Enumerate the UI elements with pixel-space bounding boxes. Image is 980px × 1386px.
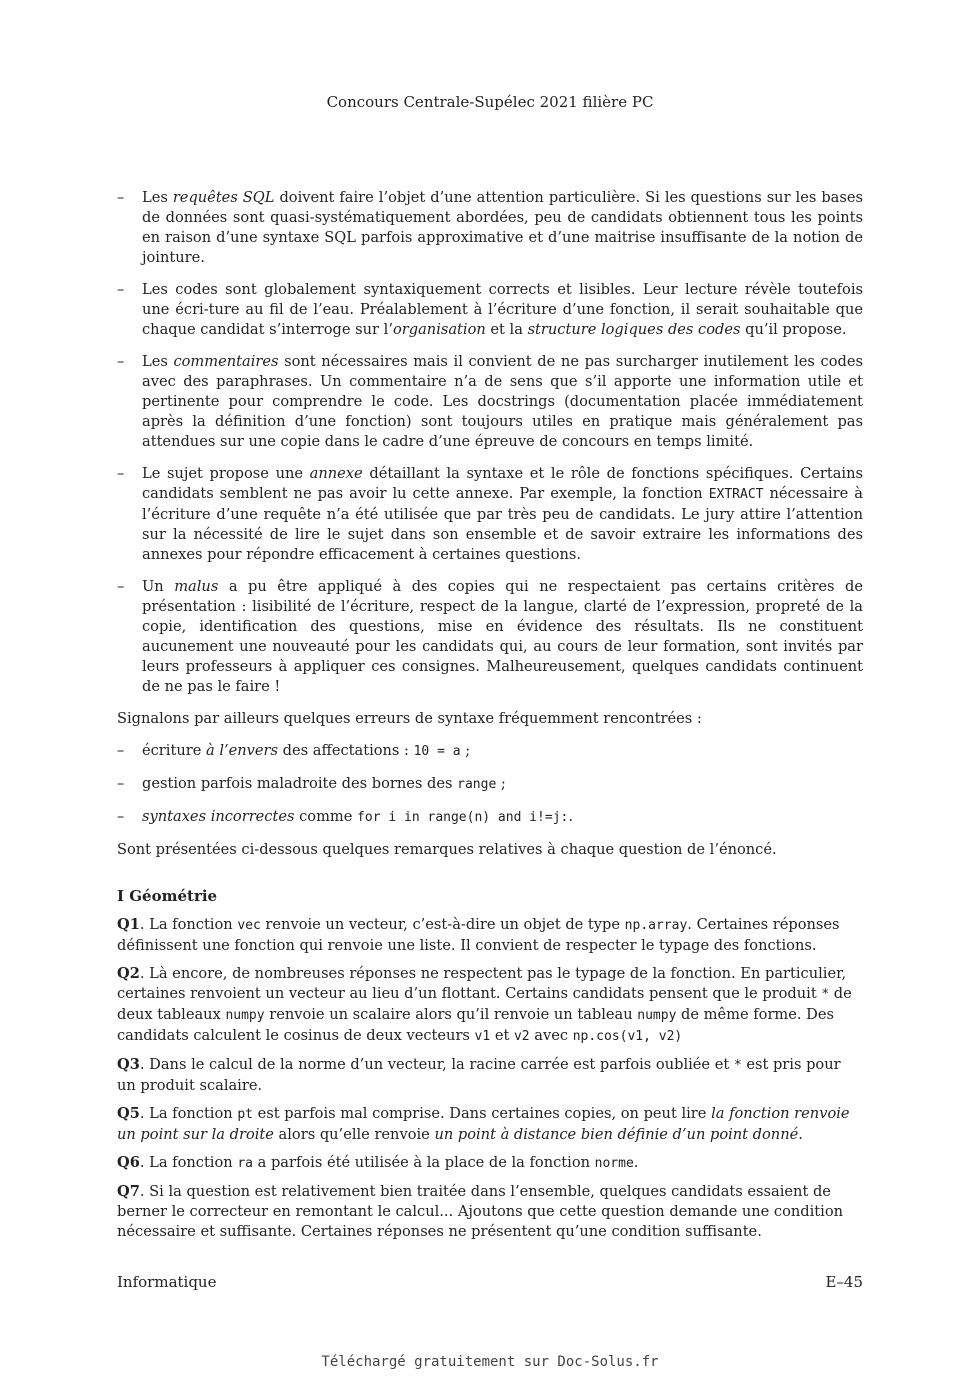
text-run: alors qu’elle renvoie [273,1126,435,1143]
text-run: détaillant la syntaxe et le rôle de fonctions spécifiques. Certains candidats semblent ne pas avoir lu cette annexe. Par exemple, la fonction [142,465,863,502]
code-text: for i in range(n) and i!=j: [357,810,569,825]
code-text: * [733,1058,742,1073]
list-dash: – [117,808,125,825]
text-run: a parfois été utilisée à la place de la fonction [252,1154,595,1171]
text-run: annexe [309,465,363,482]
text-run: . Dans le calcul de la norme d’un vecteur, la racine carrée est parfois oubliée et [139,1056,734,1073]
syntax-error-item [117,774,863,795]
syntax-error-item [117,807,863,828]
text-run: nécessaire à l’écriture d’une requête n’a été utilisée que par très peu de candidats. Le jury attire l’attention sur la nécessité de lire le sujet dans son ensemble et de savoir extraire les informations des annexes pour répondre efficacement à certaines questions. [142,485,863,563]
list-dash: – [117,353,125,370]
remark-item [117,280,863,340]
text-run: la fonction renvoie un point sur la droite [117,1105,850,1143]
text-run: renvoie un vecteur, c’est-à-dire un objet de type [260,916,625,933]
code-text: np.cos(v1, v2) [572,1029,683,1044]
text-run: avec [529,1027,573,1044]
list-dash: – [117,578,125,595]
text-run: de deux tableaux [117,985,852,1023]
question-remark [117,1153,863,1174]
text-run: commentaires [173,353,279,370]
text-run: Les [142,189,173,206]
text-run: qu’il propose. [740,321,847,338]
text-run: des affectations : [278,742,414,759]
text-run: . [633,1154,639,1171]
text-run: sont nécessaires mais il convient de ne pas surcharger inutilement les codes avec des paraphrases. Un commentaire n’a de sens que s’il apporte une information utile et pertinente pour comprendre le code. Les docstrings (documentation placée immédiatement après la définition d’une fonction) sont toujours utiles en pratique mais généralement pas attendues sur une copie dans le cadre d’une épreuve de concours en temps limité. [142,353,863,450]
question-label: Q7 [117,1183,140,1200]
code-text: norme [594,1156,634,1171]
text-run: Les [142,353,174,370]
signalons-paragraph: Signalons par ailleurs quelques erreurs de syntaxe fréquemment rencontrées : [117,710,702,727]
code-text: numpy [637,1008,677,1023]
text-run: est pris pour un produit scalaire. [117,1056,841,1094]
syntax-error-item [117,741,863,762]
text-run: et [490,1027,514,1044]
remark-item [117,188,863,268]
text-run: ; [460,742,471,759]
text-run: comme [294,808,358,825]
text-run: gestion parfois maladroite des bornes des [142,775,458,792]
text-run: . Certaines réponses définissent une fonction qui renvoie une liste. Il convient de respecter le typage des fonctions. [117,916,840,954]
question-remark [117,915,863,956]
remark-item [117,577,863,697]
code-text: 10 = a [413,744,461,759]
text-run: Le sujet propose une [142,465,310,482]
footer-subject: Informatique [117,1273,217,1291]
text-run: à l’envers [205,742,279,759]
code-text: range [457,777,497,792]
text-run: un point à distance bien définie d’un point donné [434,1126,799,1143]
text-run: Un [142,578,175,595]
text-run: malus [174,578,219,595]
sont-paragraph: Sont présentées ci-dessous quelques remarques relatives à chaque question de l’énoncé. [117,841,777,858]
text-run: ; [496,775,506,792]
question-label: Q5 [117,1105,140,1122]
questions-list [117,915,863,1242]
text-run: . La fonction [139,1154,238,1171]
remark-item [117,352,863,452]
question-remark [117,1104,863,1145]
text-run: . [798,1126,803,1143]
list-dash: – [117,742,125,759]
question-label: Q6 [117,1154,140,1171]
list-dash: – [117,465,125,482]
text-run: syntaxes incorrectes [142,808,295,825]
list-dash: – [117,775,125,792]
question-label: Q3 [117,1056,140,1073]
code-text: numpy [225,1008,265,1023]
text-run: organisation [392,321,486,338]
code-text: ra [237,1156,253,1171]
code-text: EXTRACT [708,487,764,502]
text-run: et la [485,321,528,338]
question-remark [117,964,863,1047]
code-text: vec [237,918,261,933]
text-run: structure logiques des codes [527,321,741,338]
text-run: est parfois mal comprise. Dans certaines copies, on peut lire [252,1105,712,1122]
text-run: a pu être appliqué à des copies qui ne respectaient pas certains critères de présentation : lisibilité de l’écriture, respect de la langue, clarté de l’expression, propreté de la copie, identification des questions, mise en évidence des résultats. Ils ne constituent aucunement une nouveauté pour les candidats qui, au cours de leur formation, sont invités par leurs professeurs à appliquer ces consignes. Malheureusement, quelques candidats continuent de ne pas le faire ! [142,578,864,695]
question-remark [117,1055,863,1096]
text-run: Les codes sont globalement syntaxiquement corrects et lisibles. Leur lecture révèle toutefois une écri-ture au fil de l’eau. Préalablement à l’écriture d’une fonction, il serait souhaitable que chaque candidat s’interroge sur l’ [142,281,863,338]
text-run: renvoie un scalaire alors qu’il renvoie un tableau [264,1006,638,1023]
question-label: Q1 [117,916,140,933]
text-run: . La fonction [139,916,238,933]
text-run: requêtes SQL [172,189,275,206]
section-title: I Géométrie [117,887,218,905]
text-run: écriture [142,742,206,759]
page-content [117,188,863,1250]
list-dash: – [117,281,125,298]
code-text: pt [237,1107,253,1122]
question-label: Q2 [117,965,140,982]
text-run: . La fonction [139,1105,238,1122]
footer-page-number: E–45 [825,1273,863,1291]
code-text: np.array [624,918,688,933]
text-run: de même forme. Des candidats calculent le cosinus de deux vecteurs [117,1006,835,1044]
text-run: . Là encore, de nombreuses réponses ne respectent pas le typage de la fonction. En particulier, certaines renvoient un vecteur au lieu d’un flottant. Certains candidats pensent que le produit [117,965,847,1002]
question-remark [117,1182,863,1242]
remark-item [117,464,863,565]
remarks-list [117,188,863,697]
text-run: . [568,808,574,825]
code-text: * [821,987,830,1002]
download-watermark: Téléchargé gratuitement sur Doc-Solus.fr [321,1354,659,1370]
text-run: . Si la question est relativement bien traitée dans l’ensemble, quelques candidats essaient de berner le correcteur en remontant le calcul... Ajoutons que cette question demande une condition nécessaire et suffisante. Certaines réponses ne présentent qu’une condition suffisante. [117,1183,844,1240]
code-text: v1 [474,1029,491,1044]
code-text: v2 [513,1029,530,1044]
list-dash: – [117,189,125,206]
page-header: Concours Centrale-Supélec 2021 filière PC [326,93,654,111]
syntax-errors-list [117,741,863,828]
text-run: doivent faire l’objet d’une attention particulière. Si les questions sur les bases de données sont quasi-systématiquement abordées, peu de candidats obtiennent tous les points en raison d’une syntaxe SQL parfois approximative et d’une maitrise insuffisante de la notion de jointure. [142,189,863,266]
